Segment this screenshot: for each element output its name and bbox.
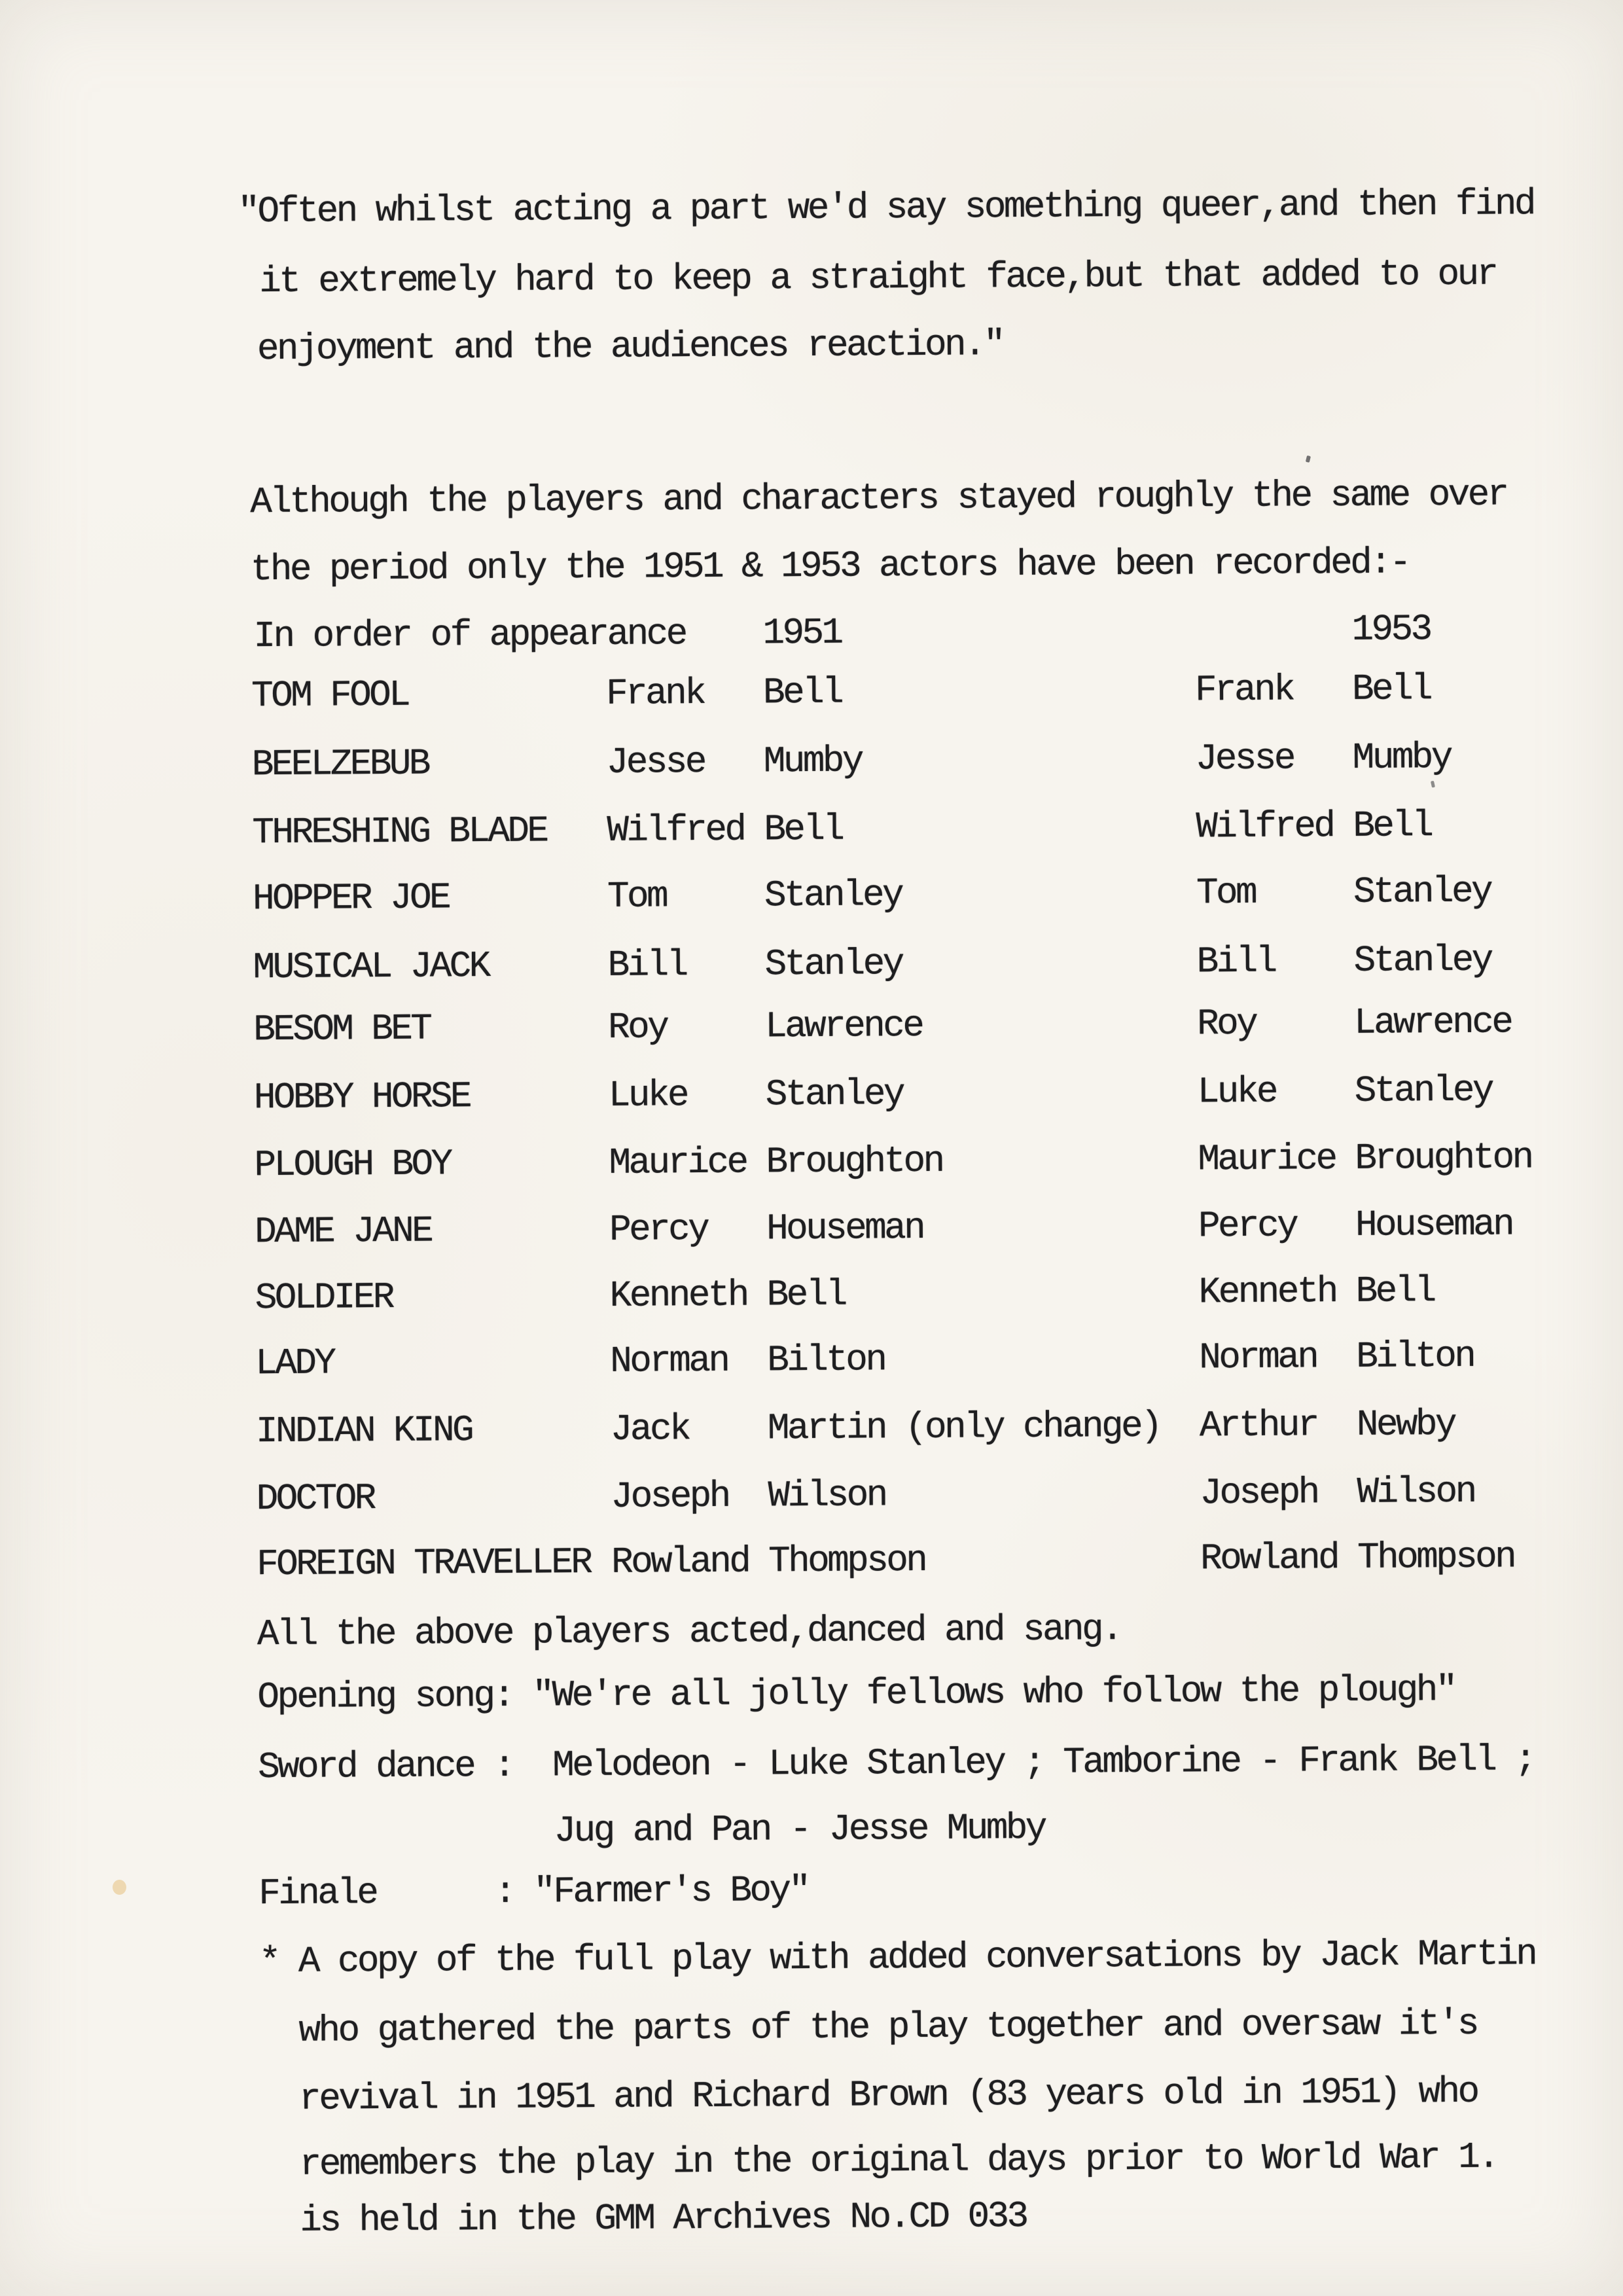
- finale-line: Finale : "Farmer's Boy": [259, 1869, 809, 1915]
- cast-1953-last-name: Broughton: [1355, 1136, 1532, 1179]
- cast-1951-last-name: Bell: [764, 808, 843, 851]
- cast-1953-last-name: Lawrence: [1353, 1001, 1512, 1044]
- cast-header-row: [0, 608, 1620, 657]
- cast-row: [2, 1403, 1623, 1452]
- cast-row: [0, 870, 1622, 920]
- cast-1951-last-name: Stanley: [764, 942, 902, 986]
- cast-role: BEELZEBUB: [251, 742, 429, 786]
- cast-role: HOBBY HORSE: [253, 1075, 471, 1119]
- cast-header-1953: 1953: [1351, 608, 1431, 651]
- cast-role: DOCTOR: [256, 1477, 374, 1520]
- cast-1951-last-name: Houseman: [766, 1206, 924, 1250]
- cast-1953-first-name: Frank: [1194, 668, 1294, 711]
- cast-1953-first-name: Kenneth: [1198, 1270, 1336, 1314]
- cast-1951-first-name: Percy: [609, 1208, 708, 1251]
- cast-1951-first-name: Jack: [610, 1408, 690, 1450]
- cast-row: [0, 1069, 1623, 1119]
- cast-1953-last-name: Bell: [1353, 804, 1432, 847]
- cast-1953-first-name: Tom: [1196, 871, 1256, 914]
- cast-1951-first-name: Luke: [608, 1074, 688, 1117]
- cast-1951-last-name: Bilton: [767, 1338, 885, 1382]
- cast-role: THRESHING BLADE: [252, 810, 547, 854]
- cast-1951-last-name: Bell: [766, 1273, 846, 1316]
- cast-1953-first-name: Bill: [1196, 940, 1275, 983]
- cast-1951-last-name: Lawrence: [765, 1004, 923, 1048]
- cast-role: DAME JANE: [254, 1210, 432, 1253]
- cast-row: [1, 1204, 1623, 1253]
- cast-1951-first-name: Jesse: [606, 740, 705, 783]
- cast-row: [0, 1137, 1623, 1186]
- cast-1953-last-name: Bell: [1355, 1270, 1435, 1312]
- cast-row: [0, 736, 1621, 785]
- cast-1951-last-name: Stanley: [765, 1073, 904, 1116]
- cast-row: [2, 1471, 1623, 1520]
- footnote-line: revival in 1951 and Richard Brown (83 years old in 1951) who: [260, 2070, 1478, 2121]
- cast-1951-last-name: Martin (only change): [767, 1405, 1161, 1450]
- cast-role: TOM FOOL: [251, 673, 409, 717]
- cast-1951-first-name: Tom: [607, 875, 667, 918]
- cast-1951-last-name: Thompson: [768, 1539, 926, 1583]
- cast-role: INDIAN KING: [255, 1409, 473, 1453]
- ink-speck: [1431, 781, 1435, 788]
- cast-1953-first-name: Percy: [1198, 1204, 1297, 1247]
- cast-1951-first-name: Maurice: [609, 1141, 747, 1184]
- cast-1951-last-name: Bell: [762, 671, 842, 714]
- cast-row: [0, 804, 1622, 853]
- cast-1953-last-name: Stanley: [1353, 939, 1491, 982]
- footnote-line: who gathered the parts of the play together and oversaw it's: [259, 2002, 1478, 2053]
- cast-1951-last-name: Mumby: [763, 740, 862, 783]
- cast-role: FOREIGN TRAVELLER: [257, 1541, 591, 1586]
- cast-1951-first-name: Frank: [605, 672, 705, 715]
- cast-1953-first-name: Joseph: [1200, 1471, 1318, 1515]
- cast-1953-last-name: Wilson: [1357, 1470, 1475, 1513]
- intro-line: Although the players and characters stayed roughly the same over: [250, 473, 1507, 524]
- footnote-line: * A copy of the full play with added conversations by Jack Martin: [259, 1933, 1536, 1983]
- cast-1953-first-name: Wilfred: [1196, 805, 1334, 848]
- cast-header-1951: 1951: [762, 611, 842, 655]
- cast-1951-first-name: Kenneth: [609, 1274, 747, 1317]
- cast-1953-first-name: Jesse: [1195, 737, 1294, 780]
- quote-line: it extremely hard to keep a straight face,but that added to our: [259, 253, 1497, 303]
- cast-row: [1, 1335, 1623, 1384]
- cast-1953-first-name: Maurice: [1198, 1138, 1336, 1181]
- cast-1951-first-name: Joseph: [611, 1475, 729, 1518]
- footnote-line: is held in the GMM Archives No.CD 033: [260, 2195, 1027, 2242]
- cast-role: PLOUGH BOY: [254, 1143, 451, 1187]
- intro-line: the period only the 1951 & 1953 actors have been recorded:-: [250, 541, 1410, 591]
- cast-1953-last-name: Bilton: [1356, 1335, 1474, 1378]
- cast-role: SOLDIER: [255, 1276, 393, 1319]
- cast-role: BESOM BET: [253, 1007, 431, 1051]
- cast-1951-last-name: Broughton: [766, 1139, 943, 1183]
- cast-1953-last-name: Houseman: [1355, 1203, 1513, 1246]
- opening-song-line: Opening song: "We're all jolly fellows who follow the plough": [257, 1668, 1455, 1719]
- cast-role: LADY: [255, 1342, 334, 1385]
- sword-dance-line: Sword dance : Melodeon - Luke Stanley ; Tamborine - Frank Bell ;: [257, 1738, 1535, 1789]
- sword-dance-continuation-line: Jug and Pan - Jesse Mumby: [554, 1806, 1046, 1852]
- cast-1953-last-name: Stanley: [1353, 870, 1491, 913]
- cast-1951-first-name: Wilfred: [607, 808, 745, 852]
- ink-speck: [1306, 456, 1311, 463]
- cast-1953-first-name: Rowland: [1200, 1537, 1338, 1580]
- cast-1953-last-name: Mumby: [1352, 736, 1451, 779]
- cast-row: [0, 939, 1622, 988]
- all-played-line: All the above players acted,danced and sang.: [257, 1608, 1122, 1656]
- cast-1953-first-name: Arthur: [1199, 1404, 1318, 1447]
- footnote-line: remembers the play in the original days prior to World War 1.: [260, 2136, 1498, 2186]
- cast-1953-last-name: Thompson: [1357, 1535, 1515, 1579]
- cast-1953-first-name: Luke: [1197, 1070, 1277, 1113]
- cast-role: MUSICAL JACK: [253, 945, 489, 989]
- cast-1953-last-name: Stanley: [1354, 1069, 1493, 1112]
- cast-1951-first-name: Rowland: [611, 1540, 749, 1583]
- cast-1953-last-name: Bell: [1351, 668, 1431, 710]
- quote-line: "Often whilst acting a part we'd say something queer,and then find: [238, 183, 1535, 233]
- cast-header-role: In order of appearance: [253, 613, 686, 658]
- cast-row: [3, 1536, 1623, 1585]
- pink-margin-dot: [113, 1880, 126, 1895]
- cast-row: [1, 1270, 1623, 1319]
- quote-line: enjoyment and the audiences reaction.": [257, 323, 1004, 370]
- cast-1951-last-name: Stanley: [764, 874, 902, 917]
- cast-1951-first-name: Norman: [610, 1339, 728, 1382]
- cast-1953-first-name: Roy: [1197, 1002, 1257, 1045]
- cast-1953-last-name: Newby: [1356, 1403, 1455, 1446]
- cast-1953-first-name: Norman: [1199, 1336, 1317, 1379]
- cast-row: [0, 668, 1620, 717]
- cast-1951-first-name: Roy: [608, 1006, 668, 1049]
- cast-1951-first-name: Bill: [607, 944, 687, 986]
- cast-1951-last-name: Wilson: [768, 1474, 886, 1517]
- cast-role: HOPPER JOE: [252, 876, 450, 920]
- cast-row: [0, 1001, 1622, 1050]
